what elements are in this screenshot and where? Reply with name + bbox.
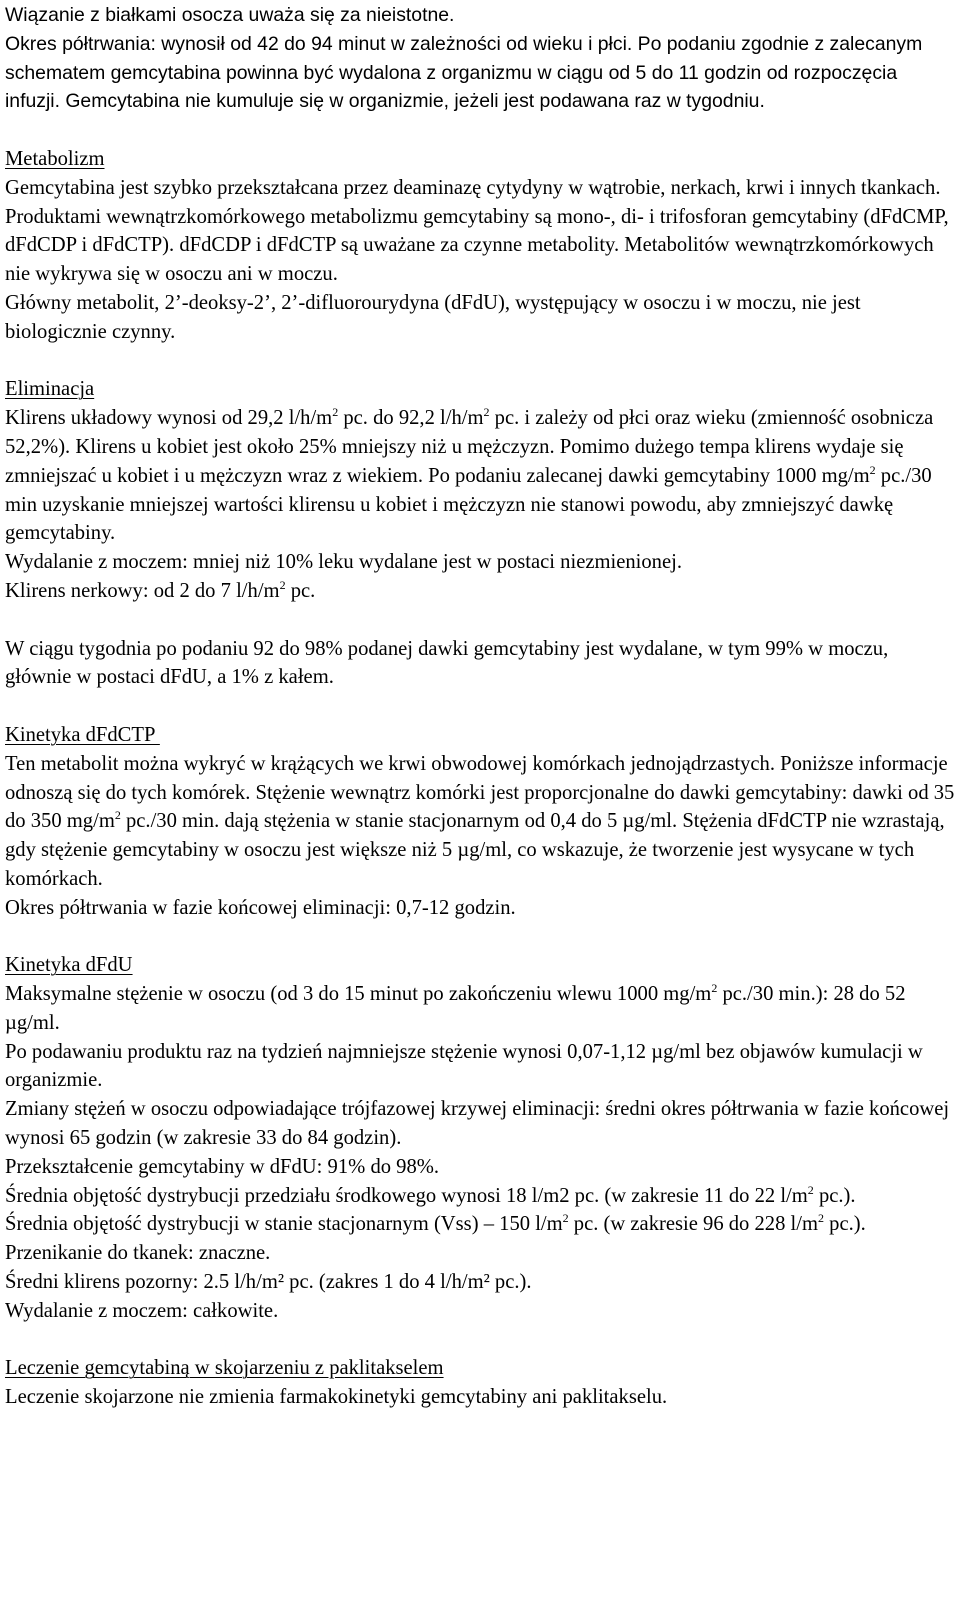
dfdu-paragraph-3: Zmiany stężeń w osoczu odpowiadające trójfazowej krzywej eliminacji: średni okres półtrwania w fazie końcowej wynosi 65 godzin (w zakresie 33 do 84 godzin). bbox=[5, 1098, 950, 1150]
combination-heading: Leczenie gemcytabiną w skojarzeniu z paklitakselem bbox=[5, 1357, 444, 1380]
dfdu-section bbox=[5, 951, 955, 1325]
metabolism-paragraph-1: Gemcytabina jest szybko przekształcana przez deaminazę cytydyny w wątrobie, nerkach, krwi i innych tkankach. bbox=[5, 176, 941, 199]
spacer bbox=[5, 116, 955, 145]
spacer bbox=[5, 692, 955, 721]
dfdctp-paragraph-2: Okres półtrwania w fazie końcowej eliminacji: 0,7-12 godzin. bbox=[5, 896, 516, 919]
systemic-clearance-paragraph: Klirens układowy wynosi od 29,2 $l/h/m^2$ pc. do 92,2 $l/h/m^2$ pc. i zależy od płci oraz wieku (zmienność osobnicza 52,2%). Klirens u kobiet jest około 25% mniejszy niż u mężczyzn. Pomimo dużego tempa klirens wydaje się zmniejszać u kobiet i u mężczyzn wraz z wiekiem. Po podaniu zalecanej dawki gemcytabiny 1000 $mg/m^2$ pc./30 min uzyskanie mniejszej wartości klirensu u kobiet i mężczyzn nie stanowi powodu, aby zmniejszyć dawkę gemcytabiny. bbox=[5, 405, 934, 545]
weekly-excretion-paragraph: W ciągu tygodnia po podaniu 92 do 98% podanej dawki gemcytabiny jest wydalane, w tym 99% w moczu, głównie w postaci dFdU, a 1% z kałem. bbox=[5, 637, 889, 689]
combination-section bbox=[5, 1354, 955, 1412]
metabolism-section bbox=[5, 145, 955, 347]
dfdu-paragraph-4: Przekształcenie gemcytabiny w dFdU: 91% do 98%. bbox=[5, 1155, 440, 1178]
dfdctp-section bbox=[5, 721, 955, 923]
dfdu-paragraph-5: Średnia objętość dystrybucji przedziału środkowego wynosi 18 l/m2 pc. (w zakresie 11 do 22 $l/m^2$ pc.). bbox=[5, 1182, 856, 1207]
elimination-section bbox=[5, 375, 955, 692]
spacer bbox=[5, 1326, 955, 1355]
dfdu-heading: Kinetyka dFdU bbox=[5, 954, 133, 977]
dfdu-paragraph-8: Średni klirens pozorny: 2.5 l/h/m² pc. (zakres 1 do 4 l/h/m² pc.). bbox=[5, 1271, 532, 1294]
urine-excretion-paragraph: Wydalanie z moczem: mniej niż 10% leku wydalane jest w postaci niezmienionej. bbox=[5, 551, 682, 574]
dfdu-paragraph-2: Po podawaniu produktu raz na tydzień najmniejsze stężenie wynosi 0,07-1,12 µg/ml bez objawów kumulacji w organizmie. bbox=[5, 1040, 923, 1092]
half-life-paragraph: Okres półtrwania: wynosił od 42 do 94 minut w zależności od wieku i płci. Po podaniu zgodnie z zalecanym schematem gemcytabina powinna być wydalona z organizmu w ciągu od 5 do 11 godzin od rozpoczęcia infuzji. Gemcytabina nie kumuluje się w organizmie, jeżeli jest podawana raz w tygodniu. bbox=[5, 32, 923, 113]
elimination-heading: Eliminacja bbox=[5, 378, 95, 401]
document-page bbox=[5, 1, 955, 1412]
protein-binding-paragraph: Wiązanie z białkami osocza uważa się za nieistotne. bbox=[5, 4, 455, 26]
combination-paragraph: Leczenie skojarzone nie zmienia farmakokinetyki gemcytabiny ani paklitakselu. bbox=[5, 1386, 668, 1409]
metabolism-paragraph-2: Produktami wewnątrzkomórkowego metabolizmu gemcytabiny są mono-, di- i trifosforan gemcytabiny (dFdCMP, dFdCDP i dFdCTP). dFdCDP i dFdCTP są uważane za czynne metabolity. Metabolitów wewnątrzkomórkowych nie wykrywa się w osoczu ani w moczu. bbox=[5, 205, 949, 286]
spacer bbox=[5, 923, 955, 952]
metabolism-heading: Metabolizm bbox=[5, 147, 105, 170]
dfdu-paragraph-1: Maksymalne stężenie w osoczu (od 3 do 15 minut po zakończeniu wlewu 1000 $mg/m^2$ pc./30 min.): 28 do 52 µg/ml. bbox=[5, 981, 906, 1034]
spacer bbox=[5, 606, 955, 635]
intro-section bbox=[5, 1, 955, 116]
spacer bbox=[5, 347, 955, 376]
dfdu-paragraph-7: Przenikanie do tkanek: znaczne. bbox=[5, 1242, 271, 1265]
renal-clearance-paragraph: Klirens nerkowy: od 2 do 7 $l/h/m^2$ pc. bbox=[5, 577, 316, 602]
dfdu-paragraph-9: Wydalanie z moczem: całkowite. bbox=[5, 1299, 279, 1322]
dfdu-paragraph-6: Średnia objętość dystrybucji w stanie stacjonarnym (Vss) – 150 $l/m^2$ pc. (w zakresie 96 do 228 $l/m^2$ pc.). bbox=[5, 1211, 866, 1236]
metabolism-paragraph-3: Główny metabolit, 2’-deoksy-2’, 2’-difluorourydyna (dFdU), występujący w osoczu i w moczu, nie jest biologicznie czynny. bbox=[5, 291, 861, 343]
dfdctp-heading: Kinetyka dFdCTP bbox=[5, 723, 160, 746]
dfdctp-paragraph-1: Ten metabolit można wykryć w krążących we krwi obwodowej komórkach jednojądrzastych. Poniższe informacje odnoszą się do tych komórek. Stężenie wewnątrz komórki jest proporcjonalne do dawki gemcytabiny: dawki od 35 do 350 $mg/m^2$ pc./30 min. dają stężenia w stanie stacjonarnym od 0,4 do 5 µg/ml. Stężenia dFdCTP nie wzrastają, gdy stężenie gemcytabiny w osoczu jest większe niż 5 µg/ml, co wskazuje, że tworzenie jest wysycane w tych komórkach. bbox=[5, 752, 955, 890]
